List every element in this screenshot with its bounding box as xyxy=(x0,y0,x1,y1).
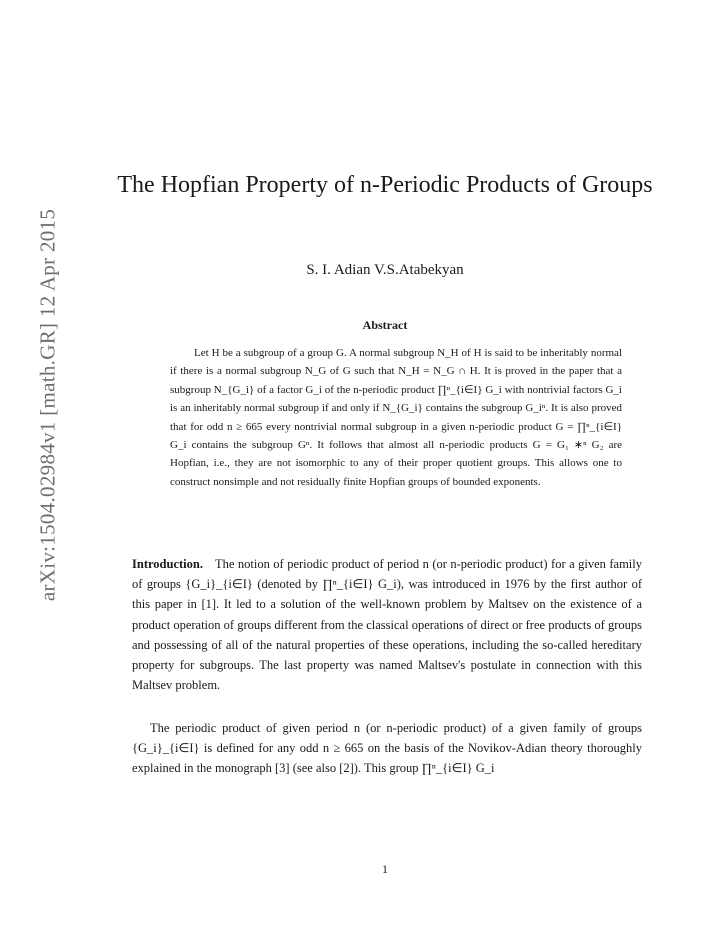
arxiv-identifier-stamp: arXiv:1504.02984v1 [math.GR] 12 Apr 2015 xyxy=(35,208,60,602)
introduction-paragraph-2: The periodic product of given period n (or n-periodic product) of a given family of groups {G_i}_{i∈I} is defined for any odd n ≥ 665 on the basis of the Novikov-Adian theory thoroughly explained in the monograph [3] (see also [2]). This group ∏ⁿ_{i∈I} G_i xyxy=(132,721,642,776)
paper-title: The Hopfian Property of n-Periodic Products of Groups xyxy=(117,172,653,198)
paper-authors: S. I. Adian V.S.Atabekyan xyxy=(306,262,464,278)
introduction-paragraph-1-text: The notion of periodic product of period n (or n-periodic product) for a given family of groups {G_i}_{i∈I} (denoted by ∏ⁿ_{i∈I} G_i), was introduced in 1976 by the first author of this paper in [1]. It led to a solution of the well-known problem by Maltsev on the existence of a product operation of groups different from the classical operations of direct or free products of groups and possessing of all of the natural properties of these operations, including the so-called hereditary property for subgroups. The last property was named Maltsev's postulate in connection with this Maltsev problem. xyxy=(132,557,642,693)
introduction-heading: Introduction. xyxy=(132,557,203,571)
abstract-body: Let H be a subgroup of a group G. A normal subgroup N_H of H is said to be inheritably normal if there is a normal subgroup N_G of G such that N_H = N_G ∩ H. It is proved in the paper that a subgroup N_{G_i} of a factor G_i of the n-periodic product ∏ⁿ_{i∈I} G_i with nontrivial factors G_i is an inheritably normal subgroup if and only if N_{G_i} contains the subgroup G_iⁿ. It is also proved that for odd n ≥ 665 every nontrivial normal subgroup in a given n-periodic product G = ∏ⁿ_{i∈I} G_i contains the subgroup Gⁿ. It follows that almost all n-periodic products G = G₁ ∗ⁿ G₂ are Hopfian, i.e., they are not isomorphic to any of their proper quotient groups. This allows one to construct nonsimple and not residually finite Hopfian groups of bounded exponents. xyxy=(170,347,622,488)
abstract-heading: Abstract xyxy=(362,318,408,332)
introduction-paragraph-1 xyxy=(132,554,642,695)
page-number: 1 xyxy=(382,862,388,876)
